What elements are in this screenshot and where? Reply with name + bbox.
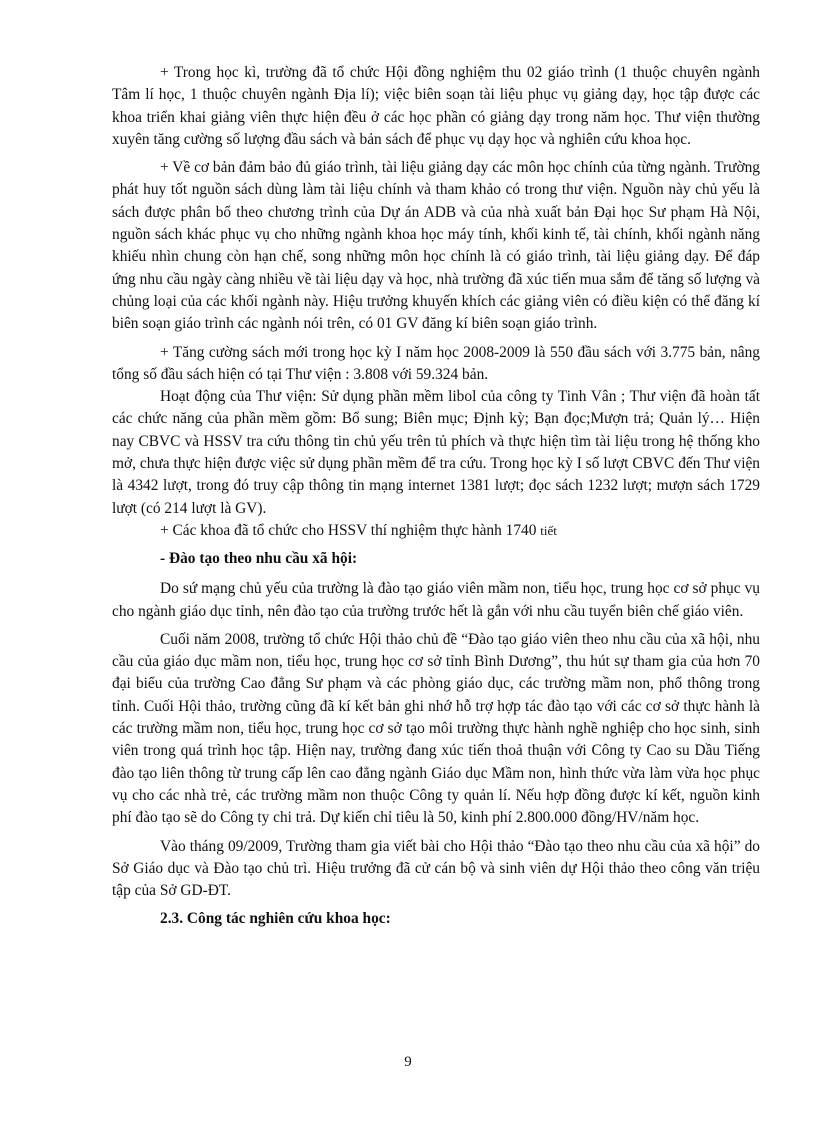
page-number: 9 (404, 1054, 412, 1070)
paragraph-teaching-materials: + Về cơ bản đảm bảo đủ giáo trình, tài liệu giảng dạy các môn học chính của từng ngành. Trường phát huy tốt nguồn sách dùng làm tài liệu chính và tham khảo có trong thư viện. Nguồn này chủ yếu là sách được phân bổ theo chương trình của Dự án ADB và của nhà xuất bản Đại học Sư phạm Hà Nội, nguồn sách khác phục vụ cho những ngành khoa học máy tính, khối kinh tế, tài chính, khối ngành năng khiếu nhìn chung còn hạn chế, song những môn học chính là có giáo trình, tài liệu giảng dạy. Để đáp ứng nhu cầu ngày càng nhiều về tài liệu dạy và học, nhà trường đã xúc tiến mua sắm để tăng số lượng và chủng loại của các khối ngành này. Hiệu trưởng khuyến khích các giảng viên có điều kiện có thể đăng kí biên soạn giáo trình các ngành nói trên, có 01 GV đăng kí biên soạn giáo trình. (112, 159, 760, 333)
heading-scientific-research: 2.3. Công tác nghiên cứu khoa học: (160, 910, 391, 928)
document-page (112, 62, 760, 938)
paragraph-new-books: + Tăng cường sách mới trong học kỳ I năm học 2008-2009 là 550 đầu sách với 3.775 bản, nâng tổng số đầu sách hiện có tại Thư viện : 3.808 với 59.324 bản. (112, 343, 760, 383)
paragraph-workshop-2009: Vào tháng 09/2009, Trường tham gia viết bài cho Hội thảo “Đào tạo theo nhu cầu của xã hội” do Sở Giáo dục và Đào tạo chủ trì. Hiệu trưởng đã cử cán bộ và sinh viên dự Hội thảo theo công văn triệu tập của Sở GD-ĐT. (112, 837, 760, 900)
lab-practice-unit: tiết (540, 522, 557, 538)
paragraph-lab-practice (112, 520, 760, 542)
heading-social-demand-training: - Đào tạo theo nhu cầu xã hội: (160, 550, 358, 568)
lab-practice-text: + Các khoa đã tổ chức cho HSSV thí nghiệm thực hành 1740 (160, 521, 541, 539)
paragraph-workshop-2008: Cuối năm 2008, trường tổ chức Hội thảo chủ đề “Đào tạo giáo viên theo nhu cầu của xã hội, nhu cầu của giáo dục mầm non, tiểu học, trung học cơ sở tỉnh Bình Dương”, thu hút sự tham gia của hơn 70 đại biểu của trường Cao đẳng Sư phạm và các phòng giáo dục, các trường mầm non, phổ thông trong tỉnh. Cuối Hội thảo, trường cũng đã kí kết bản ghi nhớ hỗ trợ hợp tác đào tạo với các cơ sở thực hành là các trường mầm non, tiểu học, trung học cơ sở tạo môi trường thực hành nghề nghiệp cho học sinh, sinh viên trong quá trình học tập. Hiện nay, trường đang xúc tiến thoả thuận với Công ty Cao su Dầu Tiếng đào tạo liên thông từ trung cấp lên cao đẳng ngành Giáo dục Mầm non, hình thức vừa làm vừa học phục vụ cho các nhà trẻ, các trường mầm non thuộc Công ty quản lí. Nếu hợp đồng được kí kết, nguồn kinh phí đào tạo sẽ do Công ty chi trả. Dự kiến chỉ tiêu là 50, kinh phí 2.800.000 đồng/HV/năm học. (112, 630, 760, 827)
paragraph-library-activity: Hoạt động của Thư viện: Sử dụng phần mềm libol của công ty Tinh Vân ; Thư viện đã hoàn tất các chức năng của phần mềm gồm: Bổ sung; Biên mục; Định kỳ; Bạn đọc;Mượn trả; Quản lý… Hiện nay CBVC và HSSV tra cứu thông tin chủ yếu trên tủ phích và thực hiện tìm tài liệu trong hệ thống kho mở, chưa thực hiện được việc sử dụng phần mềm để tra cứu. Trong học kỳ I số lượt CBVC đến Thư viện là 4342 lượt, trong đó truy cập thông tin mạng internet 1381 lượt; đọc sách 1232 lượt; mượn sách 1729 lượt (có 214 lượt là GV). (112, 388, 760, 517)
paragraph-curriculum-review: + Trong học kì, trường đã tổ chức Hội đồng nghiệm thu 02 giáo trình (1 thuộc chuyên ngành Tâm lí học, 1 thuộc chuyên ngành Địa lí); việc biên soạn tài liệu phục vụ giảng dạy, học tập được các khoa triển khai giảng viên thực hiện đều ở các học phần có giảng dạy trong năm học. Thư viện thường xuyên tăng cường số lượng đầu sách và bản sách để phục vụ dạy học và nghiên cứu khoa học. (112, 64, 760, 148)
paragraph-mission: Do sứ mạng chủ yếu của trường là đào tạo giáo viên mầm non, tiểu học, trung học cơ sở phục vụ cho ngành giáo dục tỉnh, nên đào tạo của trường trước hết là gắn với nhu cầu tuyển biên chế giáo viên. (112, 580, 760, 620)
